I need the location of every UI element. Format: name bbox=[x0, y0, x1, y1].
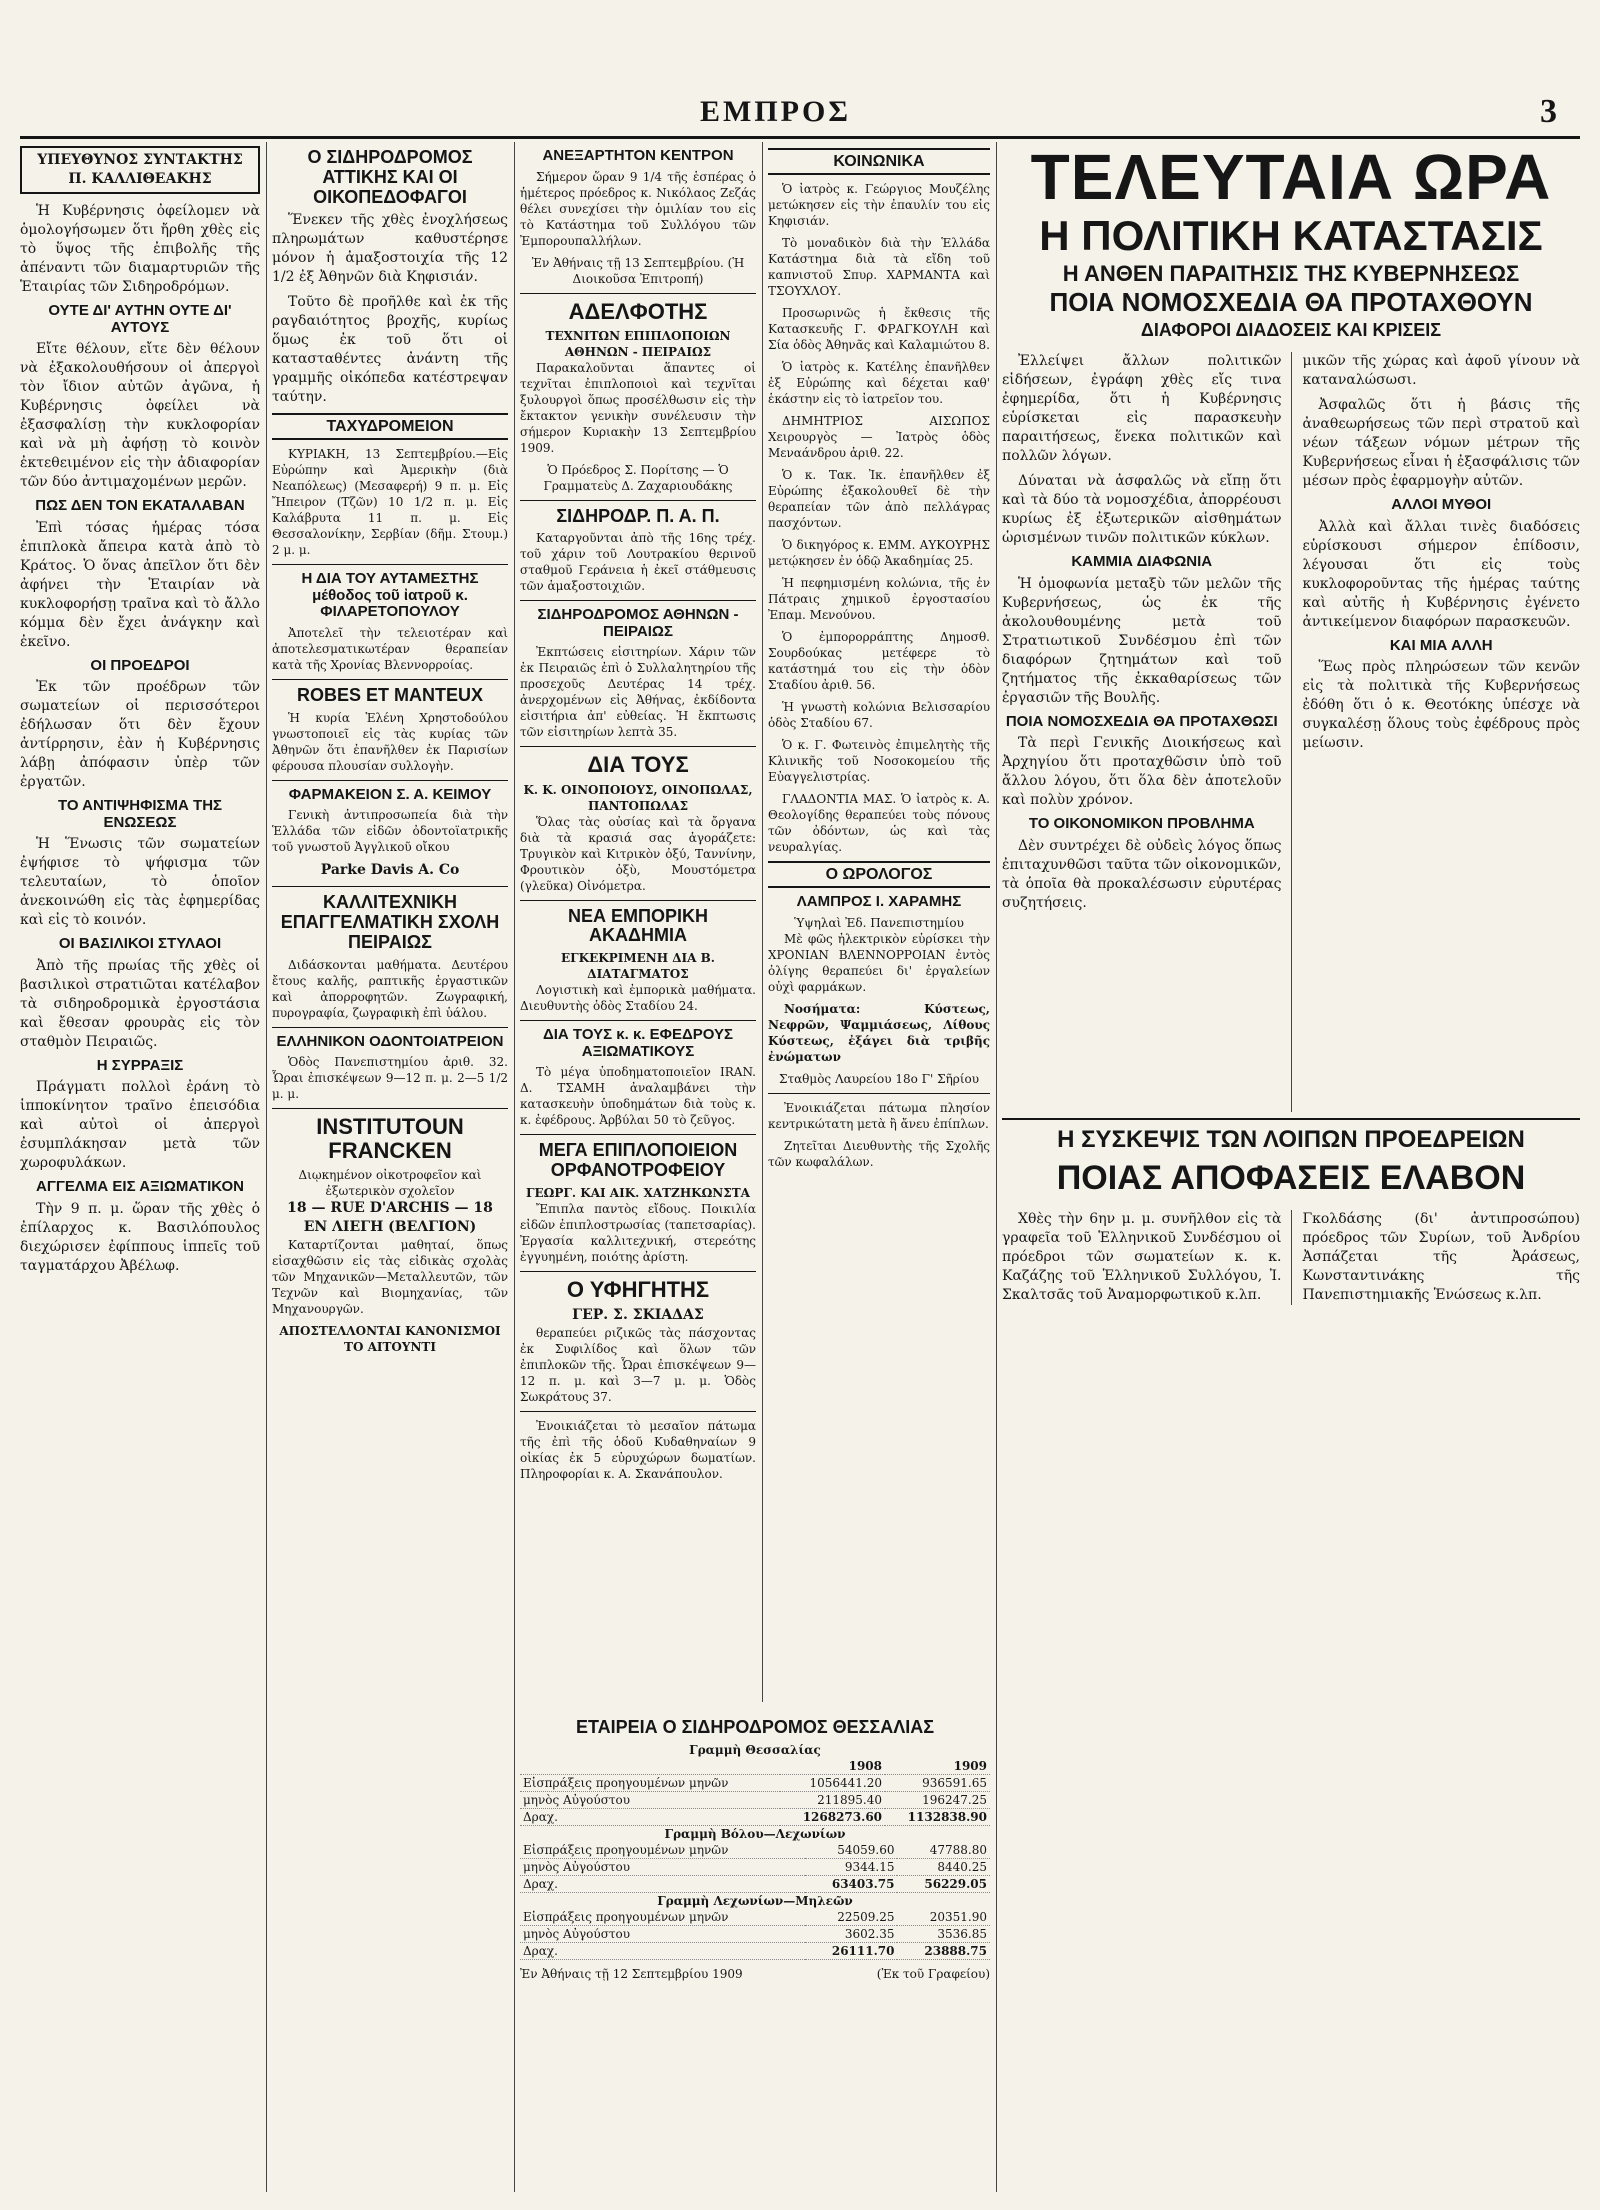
social-item: Ὁ δικηγόρος κ. ΕΜΜ. ΑΥΚΟΥΡΗΣ μετῴκησεν ἐν ὁδῷ Ἀκαδημίας 25. bbox=[768, 538, 990, 568]
column-4 bbox=[768, 142, 990, 1702]
table-row: μηνὸς Αὐγούστου 3602.35 3536.85 bbox=[520, 1925, 990, 1942]
ad-title: ΣΙΔΗΡΟΔΡ. Π. Α. Π. bbox=[556, 505, 720, 526]
article-paragraph: Ἡ ὁμοφωνία μεταξὺ τῶν μελῶν τῆς Κυβερνήσεως, ὡς ἐκ τῆς ἀκολουθουμένης μετὰ τοῦ Στρατιωτικοῦ Συνδέσμου ἐπὶ τῶν διαφόρων ζητημάτων καὶ τοῦ ζητήματος τῆς ἐκκαθαρίσεως τῶν ἐργασιῶν τῆς Βουλῆς. bbox=[1002, 575, 1282, 706]
stats-date: Ἐν Ἀθήναις τῇ 12 Σεπτεμβρίου 1909 bbox=[520, 1966, 743, 1981]
right-column-a bbox=[1002, 352, 1281, 1112]
table-row: μηνὸς Αὐγούστου 9344.15 8440.25 bbox=[520, 1858, 990, 1875]
divider bbox=[1002, 1118, 1580, 1120]
stats-source: (Ἐκ τοῦ Γραφείου) bbox=[876, 1966, 990, 1981]
social-item: Τὸ μοναδικὸν διὰ τὴν Ἑλλάδα Κατάστημα διὰ τὰ εἴδη τοῦ καπνιστοῦ Σπυρ. ΧΑΡΜΑΝΤΑ καὶ ΤΣΟΥΧΛΟΥ. bbox=[768, 236, 990, 298]
divider bbox=[272, 1108, 508, 1109]
ad-station: Σταθμὸς Λαυρείου 18ο Γ' Σῆρίου bbox=[778, 1071, 980, 1086]
article-paragraph: μικῶν τῆς χώρας καὶ ἀφοῦ γίνουν νὰ καταναλώσωσι. bbox=[1302, 353, 1580, 388]
ad-title: Η ΔΙΑ ΤΟΥ ΑΥΤΑΜΕΣΤΗΣ μέθοδος τοῦ ἰατροῦ κ. ΦΙΛΑΡΕΤΟΠΟΥΛΟΥ bbox=[301, 570, 479, 621]
ad-subtitle: ΓΕΡ. Σ. ΣΚΙΑΔΑΣ bbox=[572, 1307, 704, 1324]
article-subheading: ΟΙ ΠΡΟΕΔΡΟΙ bbox=[90, 656, 190, 674]
divider bbox=[520, 500, 756, 501]
ad-city: ΕΝ ΛΙΕΓΗ (ΒΕΛΓΙΟΝ) bbox=[303, 1219, 477, 1236]
ad-signature: Ὁ Πρόεδρος Σ. Πορίτσης — Ὁ Γραμματεὺς Δ. Ζαχαριουδάκης bbox=[543, 462, 733, 493]
divider bbox=[520, 1411, 756, 1412]
ad-title: ΛΑΜΠΡΟΣ Ι. ΧΑΡΑΜΗΣ bbox=[796, 893, 962, 910]
divider bbox=[272, 1027, 508, 1028]
divider bbox=[272, 564, 508, 565]
column-1 bbox=[20, 142, 260, 2192]
table-row: Εἰσπράξεις προηγουμένων μηνῶν 1056441.20 936591.65 bbox=[520, 1774, 990, 1791]
article-paragraph: Ἀπὸ τῆς πρωίας τῆς χθὲς οἱ βασιλικοὶ στρατιῶται κατέλαβον τὰ σιδηροδρομικὰ ἐργοστάσια καὶ ἔθεσαν φρουρὰς εἰς τὸν σταθμὸν Πειραιῶς. bbox=[20, 957, 260, 1050]
right-column-b bbox=[1302, 352, 1580, 1112]
main-headline: Η ΠΟΛΙΤΙΚΗ ΚΑΤΑΣΤΑΣΙΣ bbox=[1039, 212, 1543, 259]
table-row: μηνὸς Αὐγούστου 211895.40 196247.25 bbox=[520, 1791, 990, 1808]
column-divider bbox=[1291, 352, 1292, 1112]
social-item: Ὁ ἰατρὸς κ. Κατέλης ἐπανῆλθεν ἐξ Εὐρώπης καὶ δέχεται καθ' ἑκάστην εἰς τὸ ἰατρεῖον του. bbox=[768, 360, 990, 406]
paper-name: ΕΜΠΡΟΣ bbox=[700, 95, 851, 128]
columns-upper bbox=[1002, 352, 1580, 1112]
table-header-row bbox=[520, 1758, 990, 1775]
social-item: ΓΛΑΔΟΝΤΙΑ ΜΑΣ. Ὁ ἰατρὸς κ. Α. Θεολογίδης θεραπεύει τοὺς πόνους τῶν ὀδόντων, ὡς καὶ τὰς νευραλγίας. bbox=[768, 792, 990, 854]
social-item: ΔΗΜΗΤΡΙΟΣ ΑΙΣΩΠΟΣ Χειρουργὸς — Ἰατρὸς ὁδὸς Μεναάνδρου ἀριθ. 22. bbox=[768, 414, 990, 460]
banner-meeting: Η ΣΥΣΚΕΨΙΣ ΤΩΝ ΛΟΙΠΩΝ ΠΡΟΕΔΡΕΙΩΝ bbox=[1057, 1126, 1525, 1153]
latest-news-section bbox=[1002, 142, 1580, 2192]
divider bbox=[520, 746, 756, 747]
section-header-post: ΤΑΧΥΔΡΟΜΕΙΟΝ bbox=[272, 413, 508, 440]
ad-note: Νοσήματα: Κύστεως, Νεφρῶν, Ψαμμιάσεως, Λίθους Κύστεως, ἐξάγει διὰ τριβῆς ἐνώματων bbox=[768, 1001, 990, 1064]
page-number: 3 bbox=[1540, 93, 1557, 130]
ad-body: Ὅλας τὰς οὐσίας καὶ τὰ ὄργανα διὰ τὰ κρασιά σας ἀγοράζετε: Τρυγικὸν καὶ Κιτρικὸν ὀξύ, Ταννίνην, Φρουτικὸν ὀξὺ, Μουστόμετρα (γλεῦκα) Οἰνόμετρα. bbox=[520, 814, 756, 893]
ad-title: ΔΙΑ ΤΟΥΣ κ. κ. ΕΦΕΔΡΟΥΣ ΑΞΙΩΜΑΤΙΚΟΥΣ bbox=[542, 1026, 734, 1060]
ad-body: Ἐνοικιάζεται πάτωμα πλησίον κεντρικώτατη μετὰ ἢ ἄνευ ἐπίπλων. bbox=[768, 1100, 990, 1131]
column-divider bbox=[762, 142, 763, 1702]
article-paragraph: Τὴν 9 π. μ. ὥραν τῆς χθὲς ὁ ἐπίλαρχος κ. Βασιλόπουλος διεχώρισεν ἐφίππους ἱππεῖς τοῦ ταγματάρχου Ἀβέλωφ. bbox=[20, 1200, 260, 1274]
divider bbox=[768, 1093, 990, 1094]
column-divider bbox=[266, 142, 267, 2192]
table-row: Δραχ. 1268273.60 1132838.90 bbox=[520, 1808, 990, 1825]
stats-title: ΕΤΑΙΡΕΙΑ Ο ΣΙΔΗΡΟΔΡΟΜΟΣ ΘΕΣΣΑΛΙΑΣ bbox=[575, 1717, 935, 1737]
article-paragraph: Πράγματι πολλοὶ ἐράνη τὸ ἱπποκίνητον τραῖνο ἐπεισόδια καὶ αὐτοὶ οἱ ἀπεργοὶ ἐσυμπλάκησαν μετὰ τῶν χωροφυλάκων. bbox=[20, 1079, 260, 1171]
social-list bbox=[768, 181, 990, 855]
masthead bbox=[0, 0, 1600, 140]
divider bbox=[520, 293, 756, 294]
article-paragraph: Χθὲς τὴν 6ην μ. μ. συνῆλθον εἰς τὰ γραφεῖα τοῦ Ἑλληνικοῦ Συνδέσμου οἱ πρόεδροι τῶν σωματείων κ. κ. Καζάζης τοῦ Ἑλληνικοῦ Συλλόγου, Ἰ. Σκαλτσᾶς τοῦ Ἀναμορφωτικοῦ κ.λπ. bbox=[1002, 1211, 1282, 1303]
ad-address: 18 — RUE D'ARCHIS — 18 bbox=[287, 1200, 493, 1217]
ad-body: θεραπεύει ριζικῶς τὰς πάσχοντας ἐκ Συφιλίδος καὶ ὅλων τῶν ἐπιπλοκῶν τῆς. Ὧραι ἐπισκέψεων 9—12 π. μ. καὶ 3—7 μ. μ. Ὁδὸς Σωκράτους 37. bbox=[520, 1326, 756, 1405]
ad-body: Γενικὴ ἀντιπροσωπεία διὰ τὴν Ἑλλάδα τῶν εἰδῶν ὀδοντοϊατρικῆς τοῦ γνωστοῦ Ἀγγλικοῦ οἴκου bbox=[272, 808, 508, 855]
article-subheading: ΟΥΤΕ ΔΙ' ΑΥΤΗΝ ΟΥΤΕ ΔΙ' ΑΥΤΟΥΣ bbox=[48, 302, 232, 336]
article-headline: Ο ΣΙΔΗΡΟΔΡΟΜΟΣ ΑΤΤΙΚΗΣ ΚΑΙ ΟΙ ΟΙΚΟΠΕΔΟΦΑΓΟΙ bbox=[307, 147, 473, 207]
stats-line-title: Γραμμὴ Λεχωνίων—Μηλεῶν bbox=[657, 1893, 853, 1908]
section-header-watchmaker: Ο ΩΡΟΛΟΓΟΣ bbox=[768, 861, 990, 888]
ad-body: Λογιστικὴ καὶ ἐμπορικὰ μαθήματα. Διευθυντὴς ὁδὸς Σταδίου 24. bbox=[520, 983, 756, 1014]
divider bbox=[520, 600, 756, 601]
article-paragraph: Ἡ Ἕνωσις τῶν σωματείων ἐψήφισε τὸ ψήφισμα τῶν τελευταίων, τὸ ὁποῖον ἀνεκοινώθη εἰς τὰς ἐφημερίδας καὶ εἰς τὸ κοινόν. bbox=[20, 836, 260, 928]
ad-title: ΣΙΔΗΡΟΔΡΟΜΟΣ ΑΘΗΝΩΝ - ΠΕΙΡΑΙΩΣ bbox=[537, 606, 739, 640]
ad-body: Καταργοῦνται ἀπὸ τῆς 16ης τρέχ. τοῦ χάριν τοῦ Λουτρακίου θερινοῦ σταθμοῦ Γεράνεια ἡ ἐκεῖ στάθμευσις τῶν ἁμαξοστοιχιῶν. bbox=[520, 531, 756, 594]
ad-body: Ἡ κυρία Ἑλένη Χρηστοδούλου γνωστοποιεῖ εἰς τὰς κυρίας τῶν Ἀθηνῶν ὅτι ἐπανῆλθεν ἐκ Παρισίων φέρουσα πλουσίαν συλλογὴν. bbox=[272, 710, 508, 773]
column-divider bbox=[996, 142, 997, 2192]
columns-lower bbox=[1002, 1210, 1580, 1305]
article-subheading: ΑΓΓΕΛΜΑ ΕΙΣ ΑΞΙΩΜΑΤΙΚΟΝ bbox=[36, 1178, 244, 1195]
ad-body: Ἀποτελεῖ τὴν τελειοτέραν καὶ ἀποτελεσματικωτέραν θεραπείαν κατὰ τῆς Χρονίας Βλεννορροίας. bbox=[272, 625, 508, 672]
ad-body: Καταρτίζονται μαθηταί, ὅπως εἰσαχθῶσιν εἰς τὰς εἰδικὰς σχολὰς τῶν Μηχανικῶν—Μεταλλευτῶν, τῶν Τεχνῶν καὶ Βιομηχανίας, τῶν Μηχανουργῶν. bbox=[272, 1238, 508, 1317]
social-item: Προσωρινῶς ἡ ἔκθεσις τῆς Κατασκευῆς Γ. ΦΡΑΓΚΟΥΛΗ καὶ Σία ὁδὸς Ἀθηνᾶς καὶ Καλαμιώτου 8. bbox=[768, 306, 990, 352]
stats-table bbox=[520, 1842, 990, 1893]
table-row: Δραχ. 26111.70 23888.75 bbox=[520, 1942, 990, 1959]
social-item: Ὁ ἰατρὸς κ. Γεώργιος Μουζέλης μετώκησεν εἰς τὴν ἐπαυλίν του εἰς Κηφισιάν. bbox=[768, 182, 990, 228]
ad-title: ΦΑΡΜΑΚΕΙΟΝ Σ. Α. ΚΕΙΜΟΥ bbox=[288, 785, 492, 803]
ad-subtitle: Κ. Κ. ΟΙΝΟΠΟΙΟΥΣ, ΟΙΝΟΠΩΛΑΣ, ΠΑΝΤΟΠΩΛΑΣ bbox=[523, 782, 753, 813]
social-item: Ἡ πεφημισμένη κολώνια, τῆς ἐν Πάτραις χημικοῦ ἐργοστασίου Ἐπαμ. Μενούνου. bbox=[768, 576, 990, 622]
article-subheading: ΠΩΣ ΔΕΝ ΤΟΝ ΕΚΑΤΑΛΑΒΑΝ bbox=[35, 497, 245, 514]
ad-title: INSTITUTOUN FRANCKEN bbox=[316, 1114, 464, 1164]
article-paragraph: Γκολδάσης (δι' ἀντιπροσώπου) πρόεδρος τῶν Συρίων, τοῦ Ἀνδρίου Ἀσπάζεται τῆς Ἀράσεως, Κωνσταντινάκης τῆς Πανεπιστημιακῆς Ἑνώσεως κ.λπ. bbox=[1302, 1211, 1580, 1303]
article-subheading: ΠΟΙΑ ΝΟΜΟΣΧΕΔΙΑ ΘΑ ΠΡΟΤΑΧΘΩΣΙ bbox=[1005, 712, 1278, 730]
social-item: Ὁ ἐμπορορράπτης Δημοσθ. Σουρδούκας μετέφερε τὸ κατάστημά του εἰς τὴν ὁδὸν Σταδίου ἀριθ. 56. bbox=[768, 630, 990, 692]
ad-body: Τὸ μέγα ὑποδηματοποιεῖον IRAN. Δ. ΤΣΑΜΗ ἀναλαμβάνει τὴν κατασκευὴν ὑποδημάτων διὰ τοὺς κ. κ. ἐφέδρους. Ἀρβύλαι 50 τὸ ζεῦγος. bbox=[520, 1065, 756, 1128]
sub-headline: Η ΑΝΘΕΝ ΠΑΡΑΙΤΗΣΙΣ ΤΗΣ ΚΥΒΕΡΝΗΣΕΩΣ bbox=[1062, 261, 1520, 286]
year-header: 1908 bbox=[780, 1758, 885, 1775]
section-header-social: ΚΟΙΝΩΝΙΚΑ bbox=[768, 148, 990, 175]
stats-footer bbox=[520, 1966, 990, 1982]
ad-body: Μὲ φῶς ἠλεκτρικὸν εὑρίσκει τὴν ΧΡΟΝΙΑΝ ΒΛΕΝΝΟΡΡΟΙΑΝ ἐντὸς ὀλίγης θεραπεύει δι' ἐργαλείων οὐχὶ φαρμάκων. bbox=[768, 931, 990, 994]
stats-line-title: Γραμμὴ Θεσσαλίας bbox=[689, 1742, 821, 1757]
social-item: Ἡ γνωστὴ κολώνια Βελισσαρίου ὁδὸς Σταδίου 67. bbox=[768, 700, 990, 730]
ad-title: ΝΕΑ ΕΜΠΟΡΙΚΗ ΑΚΑΔΗΜΙΑ bbox=[567, 905, 708, 946]
article-paragraph: Τὰ περὶ Γενικῆς Διοικήσεως καὶ Ἀρχηγίου ὅτι προταχθῶσιν ὑπὸ τοῦ ἄλλου λόγου, ὅτι ὅλα δὲν ἀποτελοῦν καὶ πολὺν χρόνον. bbox=[1002, 735, 1282, 808]
ad-title: Ο ΥΦΗΓΗΤΗΣ bbox=[566, 1276, 710, 1302]
article-paragraph: Ἀσφαλῶς ὅτι ἡ βάσις τῆς ἀναθεωρήσεως τῶν περὶ στρατοῦ καὶ νέων τάξεων νόμων μέτρων τῆς Κυβερνήσεως εἶναι ἡ ἐξασφάλισις τῶν μέσων πρὸς ἐφαρμογὴν αὐτῶν. bbox=[1302, 397, 1580, 489]
post-schedule: ΚΥΡΙΑΚΗ, 13 Σεπτεμβρίου.—Εἰς Εὐρώπην καὶ Ἀμερικὴν (διὰ Νεαπόλεως) (Μεσαφερή) 9 π. μ. Εἰς Ἤπειρον (Τζῶν) 10 1/2 π. μ. Εἰς Καλάβρυτα 11 π. μ. Εἰς Θεσσαλονίκην, Σερβίαν (δῆμ. Στουμ.) 2 μ. μ. bbox=[272, 447, 508, 558]
article-subheading: Η ΣΥΡΡΑΞΙΣ bbox=[96, 1056, 184, 1074]
masthead-rule bbox=[20, 136, 1580, 139]
ad-subtitle: ΕΓΚΕΚΡΙΜΕΝΗ ΔΙΑ Β. ΔΙΑΤΑΓΜΑΤΟΣ bbox=[561, 951, 715, 982]
article-subheading: ΤΟ ΑΝΤΙΨΗΦΙΣΜΑ ΤΗΣ ΕΝΩΣΕΩΣ bbox=[57, 797, 223, 831]
table-row: Εἰσπράξεις προηγουμένων μηνῶν 54059.60 47788.80 bbox=[520, 1842, 990, 1859]
ad-body: Διδάσκονται μαθήματα. Δευτέρου ἔτους καλῆς, ραπτικῆς ἐργαστικῶν καὶ ἀπορροφητῶν. Ζωγραφική, πυρογραφία, ζωγραφικὴ ἐπὶ ὑάλου. bbox=[272, 957, 508, 1020]
article-paragraph: Ἐλλείψει ἄλλων πολιτικῶν εἰδήσεων, ἐγράφη χθὲς εἴς τινα ἐφημερίδα, ὅτι ἡ Κυβέρνησις εὑρίσκεται εἰς παρασκευὴν παραιτήσεως, ἕνεκα πολιτικῶν καὶ πολλῶν λόγων. bbox=[1002, 353, 1282, 464]
article-paragraph: Εἴτε θέλουν, εἴτε δὲν θέλουν νὰ ἐξακολουθήσουν οἱ ἀπεργοὶ τὸν ἴδιον αὐτῶν ἀγῶνα, ἡ Κυβέρνησις ὀφείλει νὰ ἐξασφαλίσῃ τὴν κυκλοφορίαν καὶ νὰ μὴ ἀφήσῃ τὸ κοινὸν ἐκτεθειμένον εἰς τὴν ἀδιαφορίαν τῶν δύο ἀντιμαχομένων μερῶν. bbox=[20, 341, 260, 490]
ad-subtitle: ΤΕΧΝΙΤΩΝ ΕΠΙΠΛΟΠΟΙΩΝ ΑΘΗΝΩΝ - ΠΕΙΡΑΙΩΣ bbox=[545, 328, 731, 359]
table-row: Εἰσπράξεις προηγουμένων μηνῶν 22509.25 20351.90 bbox=[520, 1909, 990, 1926]
stats-table bbox=[520, 1909, 990, 1960]
ad-title: ROBES ET MANTEUX bbox=[296, 684, 483, 705]
ad-body: Ζητεῖται Διευθυντὴς τῆς Σχολῆς τῶν κωφαλάλων. bbox=[768, 1138, 990, 1169]
ad-subtitle: Διῳκημένον οἰκοτροφεῖον καὶ ἐξωτερικὸν σχολεῖον bbox=[298, 1168, 482, 1199]
year-header: 1909 bbox=[885, 1758, 990, 1775]
ad-footer: ΑΠΟΣΤΕΛΛΟΝΤΑΙ ΚΑΝΟΝΙΣΜΟΙ ΤΟ ΑΙΤΟΥΝΤΙ bbox=[279, 1324, 501, 1355]
article-subheading: ΑΛΛΟΙ ΜΥΘΟΙ bbox=[1391, 496, 1492, 513]
divider bbox=[272, 679, 508, 680]
table-row: Δραχ. 63403.75 56229.05 bbox=[520, 1875, 990, 1892]
editor-label: ΥΠΕΥΘΥΝΟΣ ΣΥΝΤΑΚΤΗΣ Π. ΚΑΛΛΙΘΕΑΚΗΣ bbox=[20, 146, 260, 194]
ad-title: ΜΕΓΑ ΕΠΙΠΛΟΠΟΙΕΙΟΝ ΟΡΦΑΝΟΤΡΟΦΕΙΟΥ bbox=[538, 1140, 738, 1181]
divider bbox=[520, 1271, 756, 1272]
article-subheading: ΟΙ ΒΑΣΙΛΙΚΟΙ ΣΤΥΛΑΟΙ bbox=[58, 935, 222, 952]
stats-table bbox=[520, 1758, 990, 1826]
ad-body: Ὁδὸς Πανεπιστημίου ἀριθ. 32. Ὧραι ἐπισκέψεων 9—12 π. μ. 2—5 1/2 μ. μ. bbox=[272, 1055, 508, 1102]
ad-body: Ἔπιπλα παντὸς εἴδους. Ποικιλία εἰδῶν ἐπιπλοστρωσίας (ταπετσαρίας). Ἐργασία καλλιτεχνική, στερεότης ἐγγυημένη, ποιότης ἀρίστη. bbox=[520, 1201, 756, 1264]
column-2 bbox=[272, 142, 508, 2192]
sub-headline: ΠΟΙΑ ΝΟΜΟΣΧΕΔΙΑ ΘΑ ΠΡΟΤΑΧΘΟΥΝ bbox=[1049, 287, 1533, 317]
stats-line-title: Γραμμὴ Βόλου—Λεχωνίων bbox=[664, 1826, 846, 1841]
ad-body: Ἐνοικιάζεται τὸ μεσαῖον πάτωμα τῆς ἐπὶ τῆς ὁδοῦ Κυδαθηναίων 9 οἰκίας ἐκ 5 εὐρυχώρων δωματίων. Πληροφορίαι κ. Α. Σκανάπουλον. bbox=[520, 1419, 756, 1482]
column-3 bbox=[520, 142, 756, 1702]
article-paragraph: Ἀλλὰ καὶ ἄλλαι τινὲς διαδόσεις εὑρίσκουσι σήμερον ἐπίδοσιν, λέγουσαι ὅτι εἰς τοὺς κυκλοφοροῦντας τῆς ἡμέρας ταύτης καὶ αὐτῆς ἡ Κυβέρνησις ἐγένετο ἀντικείμενον διαφόρων παρασκευῶν. bbox=[1302, 518, 1580, 630]
social-item: Ὁ κ. Γ. Φωτεινὸς ἐπιμελητὴς τῆς Κλινικῆς τοῦ Νοσοκομείου τῆς Εὐαγγελιστρίας. bbox=[768, 738, 990, 784]
article-subheading: ΚΑΙ ΜΙΑ ΑΛΛΗ bbox=[1389, 636, 1493, 654]
article-subheading: ΚΑΜΜΙΑ ΔΙΑΦΩΝΙΑ bbox=[1071, 553, 1213, 570]
ad-body: Σήμερον ὥραν 9 1/4 τῆς ἑσπέρας ὁ ἡμέτερος πρόεδρος κ. Νικόλαος Ζεζάς θέλει συνεχίσει τὴν ὁμιλίαν του εἰς τὸ Κατάστημα τοῦ Συλλόγου τῶν Ἐμπορουπαλλήλων. bbox=[520, 169, 756, 248]
ad-title: ΔΙΑ ΤΟΥΣ bbox=[587, 752, 689, 778]
column-divider bbox=[514, 142, 515, 2192]
divider bbox=[520, 1020, 756, 1021]
ad-title: ΚΑΛΛΙΤΕΧΝΙΚΗ ΕΠΑΓΓΕΛΜΑΤΙΚΗ ΣΧΟΛΗ ΠΕΙΡΑΙΩΣ bbox=[280, 892, 500, 952]
column-divider bbox=[1291, 1210, 1292, 1305]
ad-brand: Parke Davis A. Co bbox=[320, 862, 460, 879]
article-paragraph: Ἕνεκεν τῆς χθὲς ἐνοχλήσεως πληρωμάτων καθυστέρησε μόνον ἡ ἀμαξοστοιχία τῆς 12 1/2 ἐξ Ἀθηνῶν διὰ Κηφισιάν. bbox=[272, 212, 508, 286]
ad-title: ΕΛΛΗΝΙΚΟΝ ΟΔΟΝΤΟΙΑΤΡΕΙΟΝ bbox=[276, 1032, 504, 1050]
ad-date: Ἐν Ἀθήναις τῇ 13 Σεπτεμβρίου. (Ἡ Διοικοῦσα Ἐπιτροπή) bbox=[531, 255, 745, 286]
ad-body: Παρακαλοῦνται ἅπαντες οἱ τεχνῖται ἐπιπλοποιοὶ καὶ τεχνῖται ξυλουργοὶ ὅπως προσέλθωσιν εἰς τὴν ἔκτακτον γενικὴν συνέλευσιν τὴν σήμερον Κυριακὴν 13 Σεπτεμβρίου 1909. bbox=[520, 360, 756, 455]
ad-title: ΑΔΕΛΦΟΤΗΣ bbox=[568, 298, 708, 324]
article-paragraph: Δύναται νὰ ἀσφαλῶς νὰ εἴπῃ ὅτι καὶ τὰ δύο τὰ νομοσχέδια, ἀπορρέουσι κυρίως ἐξ ἐξωτερικῶν αἰσθημάτων ὡρισμένων τινῶν πολιτικῶν κύκλων. bbox=[1002, 473, 1282, 546]
railway-stats bbox=[520, 1712, 990, 2192]
sub-headline: ΔΙΑΦΟΡΟΙ ΔΙΑΔΟΣΕΙΣ ΚΑΙ ΚΡΙΣΕΙΣ bbox=[1140, 320, 1442, 340]
banner-latest-hour: ΤΕΛΕΥΤΑΙΑ ΩΡΑ bbox=[1030, 142, 1552, 213]
ad-subtitle: ΓΕΩΡΓ. ΚΑΙ ΑΙΚ. ΧΑΤΖΗΚΩΝΣΤΑ bbox=[526, 1185, 750, 1200]
article-paragraph: Ἐκ τῶν προέδρων τῶν σωματείων οἱ περισσότεροι ἐδήλωσαν ὅτι δὲν ἔχουν ἀντίρρησιν, ἐὰν ἡ Κυβέρνησις λάβῃ ἀπόφασιν ὑπὲρ τῶν ἐργατῶν. bbox=[20, 679, 260, 790]
article-subheading: ΤΟ ΟΙΚΟΝΟΜΙΚΟΝ ΠΡΟΒΛΗΜΑ bbox=[1028, 815, 1255, 832]
social-item: Ὁ κ. Τακ. Ἰκ. ἐπανῆλθεν ἐξ Εὐρώπης ἐξακολουθεῖ δὲ τὴν θεραπείαν τῶν ἀπὸ πελλάγρας πασχόντων. bbox=[768, 468, 990, 530]
divider bbox=[272, 886, 508, 887]
divider bbox=[520, 1134, 756, 1135]
divider bbox=[520, 900, 756, 901]
banner-decisions: ΠΟΙΑΣ ΑΠΟΦΑΣΕΙΣ ΕΛΑΒΟΝ bbox=[1056, 1159, 1526, 1197]
ad-address: Ὑψηλαὶ Ἐδ. Πανεπιστημίου bbox=[794, 915, 964, 930]
article-paragraph: Ἡ Κυβέρνησις ὀφείλομεν νὰ ὁμολογήσωμεν ὅτι ἤρθη χθὲς εἰς τὸ ὕψος τῆς ἐπιβολῆς τῆς ἀπέναντι τῶν διαμαρτυριῶν τῆς Ἑταιρίας τῶν Σιδηροδρόμων. bbox=[20, 203, 260, 295]
article-paragraph: Δὲν συντρέχει δὲ οὐδεὶς λόγος ὅπως ἐπιταχυνθῶσι ταῦτα τῶν οἰκονομικῶν, τὰ ὁποῖα θὰ προκαλέσωσιν εὐρυτέρας συζητήσεις. bbox=[1002, 837, 1282, 911]
ad-title: ΑΝΕΞΑΡΤΗΤΟΝ ΚΕΝΤΡΟΝ bbox=[542, 147, 734, 164]
article-paragraph: Ἕως πρὸς πληρώσεων τῶν κενῶν εἰς τὰ πολιτικὰ τῆς Κυβερνήσεως ἐδόθη ὅτι ὁ κ. Θεοτόκης ὑπέσχε νὰ συγκαλέσῃ ὅλους τοὺς ἐφέδρους πρὸς μείωσιν. bbox=[1302, 659, 1580, 751]
divider bbox=[272, 780, 508, 781]
article-paragraph: Τοῦτο δὲ προῆλθε καὶ ἐκ τῆς ραγδαιότητος βροχῆς, κυρίως ὅμως ἐκ τοῦ ὅτι οἱ κατασταθέντες ἀνάντη τῆς γραμμῆς οἰκόπεδα κατέστρεψαν ταύτην. bbox=[272, 294, 508, 406]
article-paragraph: Ἐπὶ τόσας ἡμέρας τόσα ἐπιπλοκὰ ἄπειρα κατὰ ἀπὸ τὸ Κράτος. Ὁ ὅνας ἀπεῖλον ὅτι δὲν ἀφήνει τὴν Ἑταιρίαν νὰ κυκλοφορήσῃ τραῖνα καὶ τὸ ἄλλο κόμμα δὲν ἔχει ἀνάγκην καὶ ἐκεῖνο. bbox=[20, 519, 260, 650]
ad-body: Ἐκπτώσεις εἰσιτηρίων. Χάριν τῶν ἐκ Πειραιῶς ἐπὶ ὁ Συλλαλητηρίου τῆς προσεχοῦς Δευτέρας 14 τρέχ. ἀνερχομένων εἰς Ἀθήνας, ἐκδίδοντα εἰσιτήρια ἀπ' εὐθείας. Ἡ ἔκπτωσις τῶν εἰσιτηρίων λεπτὰ 35. bbox=[520, 645, 756, 740]
